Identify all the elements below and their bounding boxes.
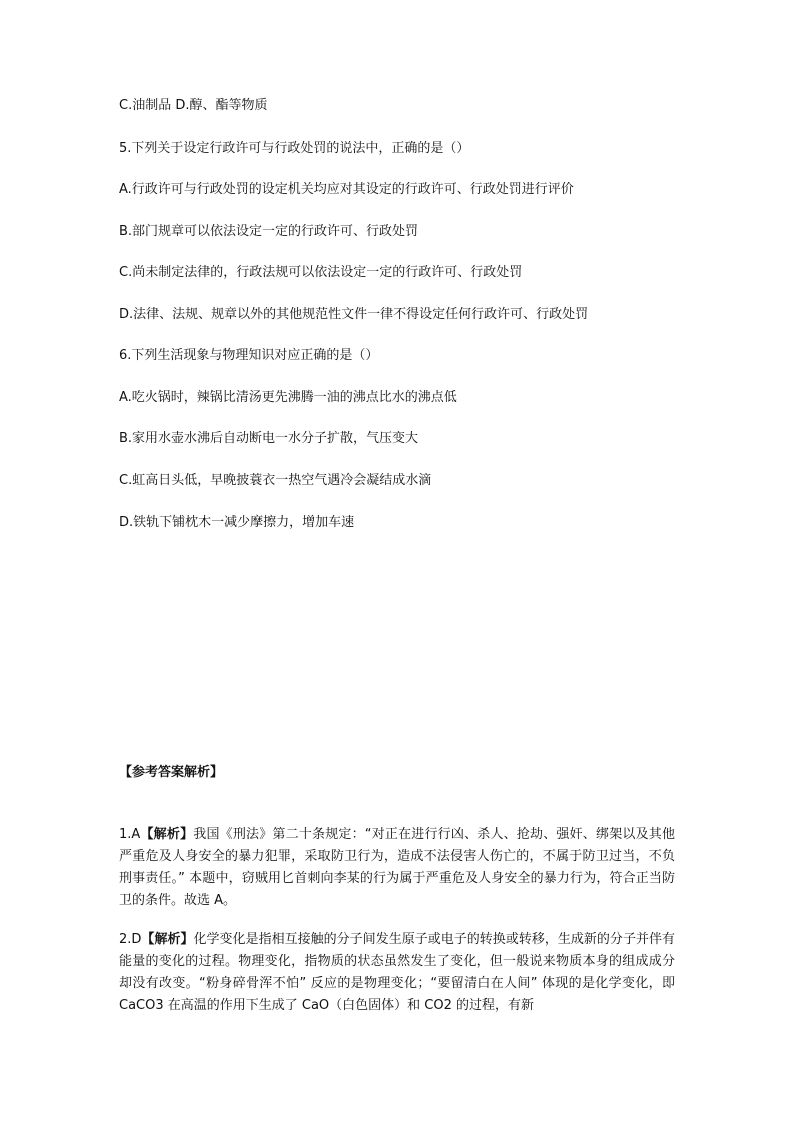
answer-1-analysis-mark: 【解析】 — [140, 827, 194, 842]
q5-option-d: D.法律、法规、规章以外的其他规范性文件一律不得设定任何行政许可、行政处罚 — [119, 307, 589, 322]
q5-option-c: C.尚未制定法律的，行政法规可以依法设定一定的行政许可、行政处罚 — [119, 265, 523, 280]
q5-option-a: A.行政许可与行政处罚的设定机关均应对其设定的行政许可、行政处罚进行评价 — [119, 182, 574, 197]
answer-1-number: 1.A — [119, 827, 141, 842]
answer-2-number: 2.D — [119, 932, 142, 947]
q5-option-b: B.部门规章可以依法设定一定的行政许可、行政处罚 — [119, 224, 419, 239]
q6-stem: 6.下列生活现象与物理知识对应正确的是（） — [119, 348, 379, 363]
q5-stem: 5.下列关于设定行政许可与行政处罚的说法中，正确的是（） — [119, 141, 470, 156]
q6-option-a: A.吃火锅时，辣锅比清汤更先沸腾一油的沸点比水的沸点低 — [119, 390, 457, 405]
answer-1 — [119, 824, 675, 912]
q6-option-c: C.虹高日头低，早晚披蓑衣一热空气遇冷会凝结成水滴 — [119, 473, 432, 488]
answers-heading: 【参考答案解析】 — [119, 765, 224, 780]
answer-2-analysis-mark: 【解析】 — [141, 932, 194, 947]
q6-option-d: D.铁轨下铺枕木一减少摩擦力，增加车速 — [119, 515, 355, 530]
q6-option-b: B.家用水壶水沸后自动断电一水分子扩散，气压变大 — [119, 431, 419, 446]
answer-2 — [119, 929, 675, 1017]
q4-options-cd: C.油制品 D.醇、酯等物质 — [119, 98, 268, 113]
answer-1-text: 我国《刑法》第二十条规定：“对正在进行行凶、杀人、抢劫、强奸、绑架以及其他严重危及人身安全的暴力犯罪，采取防卫行为，造成不法侵害人伤亡的，不属于防卫过当，不负刑事责任。” 本题中，窃贼用匕首刺向李某的行为属于严重危及人身安全的暴力行为，符合正当防卫的条件。故选 A。 — [119, 827, 675, 908]
answer-2-text: 化学变化是指相互接触的分子间发生原子或电子的转换或转移，生成新的分子并伴有能量的变化的过程。物理变化，指物质的状态虽然发生了变化，但一般说来物质本身的组成成分却没有改变。“粉身碎骨浑不怕” 反应的是物理变化；“要留清白在人间” 体现的是化学变化，即 CaCO3 在高温的作用下生成了 CaO（白色固体）和 CO2 的过程，有新 — [119, 932, 675, 1013]
